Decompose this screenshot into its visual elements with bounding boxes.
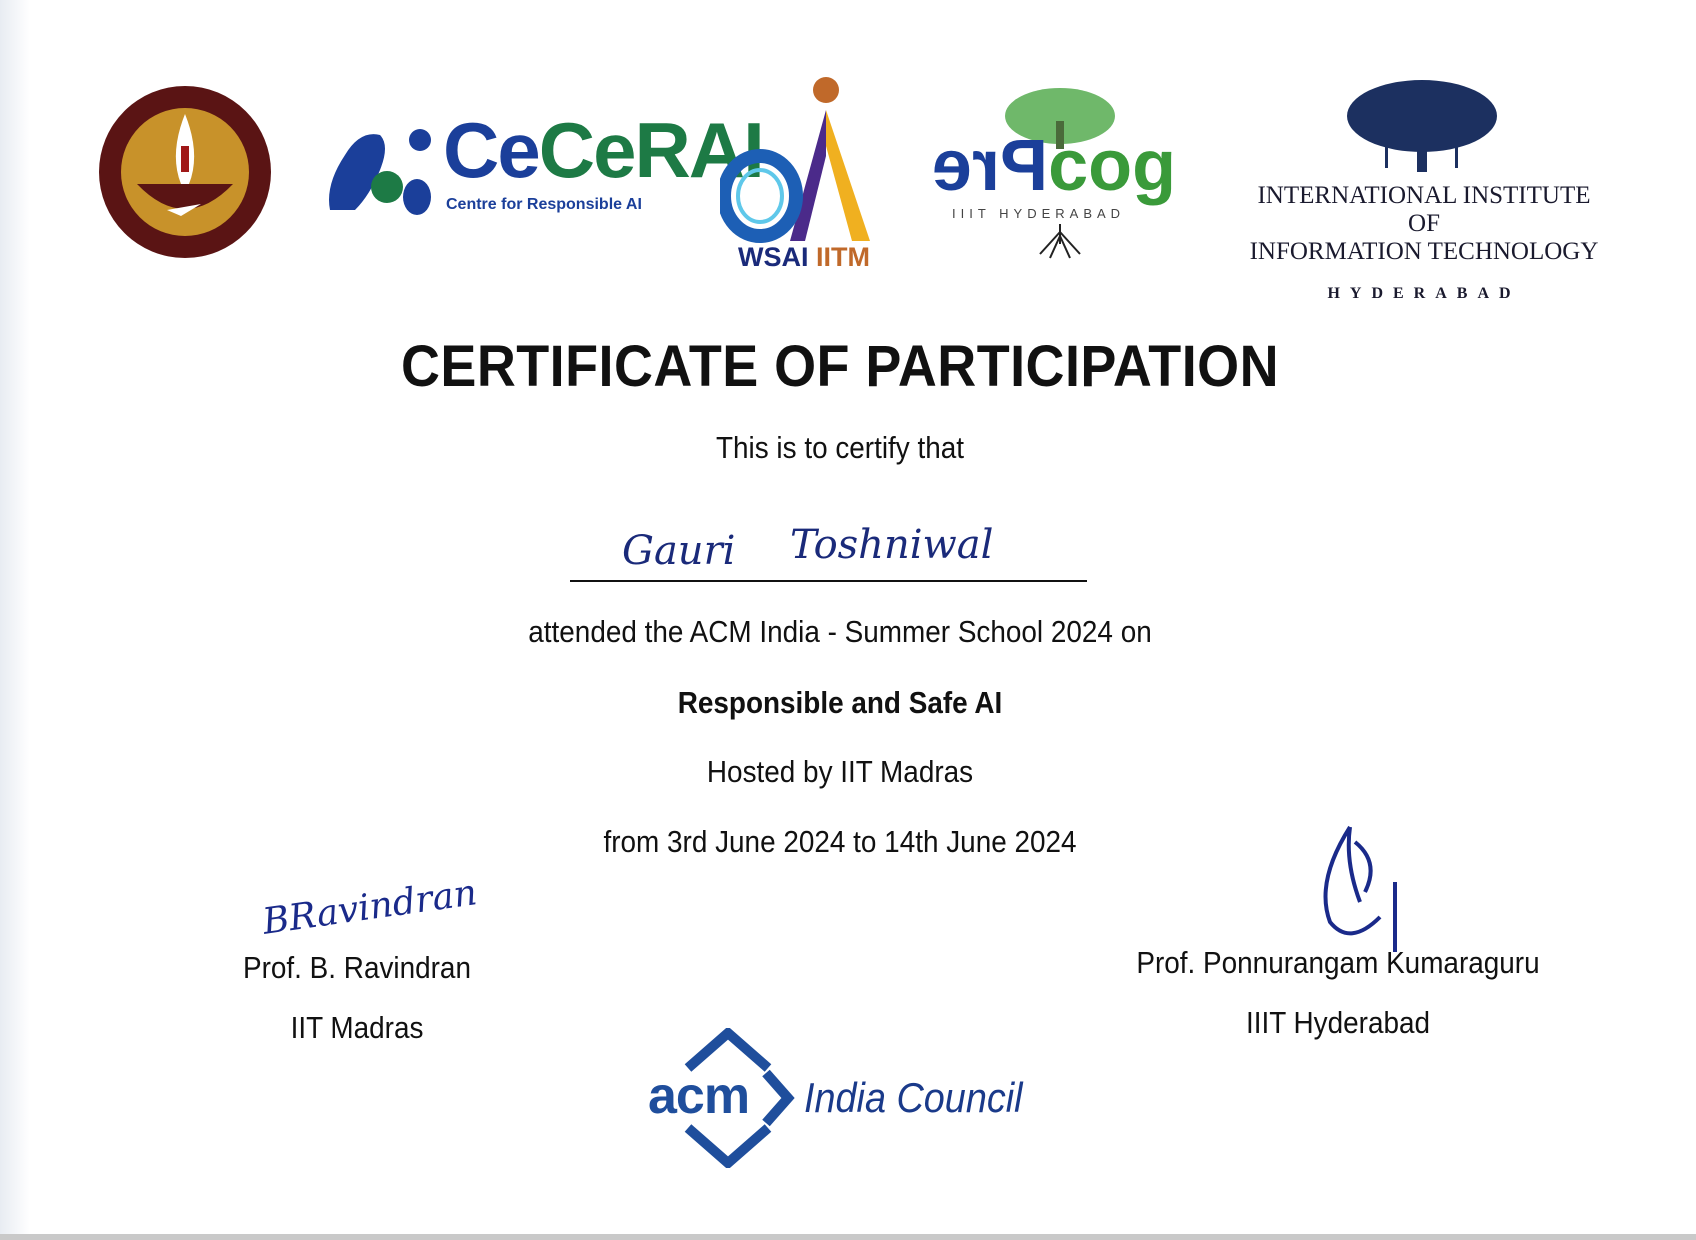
precog-pre-text: Pre (932, 126, 1049, 206)
acm-india-council-text: India Council (804, 1074, 1023, 1121)
cerai-logo-mark (325, 125, 440, 222)
attended-text: attended the ACM India - Summer School 2024 on (528, 614, 1152, 649)
signatory-1-affiliation: IIT Madras (290, 1010, 424, 1045)
certificate-title: CERTIFICATE OF PARTICIPATION (400, 334, 1280, 399)
wsai-text: WSAI (738, 242, 809, 272)
wsai-logo-mark (720, 76, 880, 251)
iitm-text: IITM (816, 242, 871, 272)
precog-roots-icon (1030, 224, 1090, 265)
paper-edge-shadow (0, 0, 30, 1240)
precog-cog-text: cog (1048, 126, 1177, 206)
signatory-1-name: Prof. B. Ravindran (243, 950, 471, 985)
recipient-name-field (570, 520, 1087, 582)
acm-mark-text: acm (648, 1067, 750, 1125)
cerai-subtitle: Centre for Responsible AI (446, 196, 642, 213)
intro-text: This is to certify that (715, 430, 965, 465)
recipient-first-name: Gauri (622, 528, 736, 574)
host-text: Hosted by IIT Madras (706, 754, 974, 789)
signatory-2-affiliation: IIIT Hyderabad (1245, 1005, 1431, 1040)
recipient-last-name: Toshniwal (790, 522, 994, 568)
precog-subtitle: IIIT HYDERABAD (952, 206, 1126, 221)
dates-text: from 3rd June 2024 to 14th June 2024 (603, 824, 1077, 859)
iiit-line1: INTERNATIONAL INSTITUTE OF (1257, 182, 1591, 237)
iiit-tree-icon (1345, 76, 1500, 179)
precog-logo-name (932, 126, 1177, 206)
iiit-line2: INFORMATION TECHNOLOGY (1249, 238, 1599, 265)
signature-ravindran: BRavindran (260, 872, 480, 943)
topic-text: Responsible and Safe AI (677, 685, 1003, 720)
signatory-2-name: Prof. Ponnurangam Kumaraguru (1136, 945, 1540, 980)
iitm-seal-logo (97, 84, 273, 260)
wsai-logo-text (738, 242, 870, 273)
iiit-line3: HYDERABAD (1327, 285, 1521, 302)
iiit-logo-text (1239, 182, 1609, 308)
cerai-logo-name: CeCeRAI (443, 106, 763, 194)
paper-bottom-edge (0, 1234, 1696, 1240)
cerai-name-text: CeRAI (538, 106, 763, 194)
